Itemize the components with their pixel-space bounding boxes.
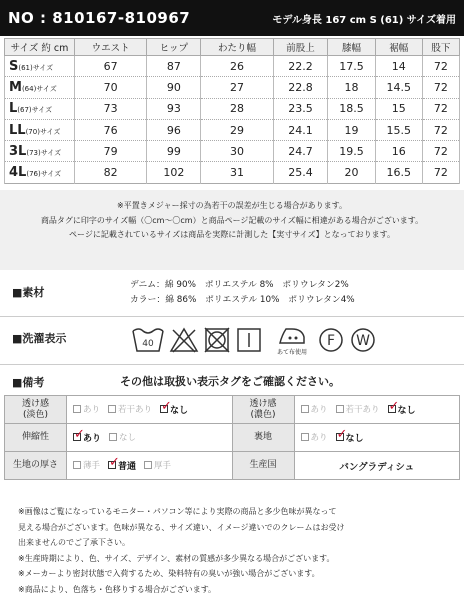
material-label: ■素材 — [12, 286, 45, 299]
transparency-light-label: 透け感 (淡色) — [5, 396, 67, 424]
size-name: 4L(76)サイズ — [5, 162, 75, 183]
product-number: NO : 810167-810967 — [8, 9, 191, 27]
size-name: LL(70)サイズ — [5, 119, 75, 140]
dry-f-letter: F — [326, 333, 336, 349]
divider — [0, 316, 464, 317]
size-cell: 72 — [422, 119, 459, 140]
checkbox-icon — [336, 405, 344, 413]
lining-options — [294, 424, 460, 452]
note-line: ※平置きメジャー採寸の為若干の誤差が生じる場合があります。 — [117, 201, 347, 210]
size-cell: 22.2 — [273, 56, 328, 77]
wet-w-letter: W — [356, 333, 370, 349]
size-cell: 26 — [201, 56, 273, 77]
col-inseam: 股下 — [422, 39, 459, 56]
col-waist: ウエスト — [75, 39, 147, 56]
size-table-corner: サイズ 約 cm — [5, 39, 75, 56]
col-thigh: わたり幅 — [201, 39, 273, 56]
checkbox-icon — [301, 433, 309, 441]
table-row — [5, 141, 460, 162]
size-cell: 72 — [422, 56, 459, 77]
wash-temp: 40 — [142, 339, 154, 349]
footer-line: ※商品により、色落ち・色移りする場合がございます。 — [18, 584, 217, 594]
size-cell: 20 — [328, 162, 375, 183]
col-hem: 裾幅 — [375, 39, 422, 56]
check-icon: ✓ — [109, 455, 120, 471]
size-cell: 15 — [375, 98, 422, 119]
dry-clean-f-icon — [316, 322, 346, 358]
size-cell: 14 — [375, 56, 422, 77]
option-lining-0: あり — [301, 431, 328, 443]
footer-line: 見える場合がございます。色味が異なる、サイズ違い、イメージ違いでのクレームはお受け — [18, 522, 345, 532]
col-front-rise: 前股上 — [273, 39, 328, 56]
iron-caption: あて布使用 — [276, 348, 307, 356]
size-cell: 22.8 — [273, 77, 328, 98]
remarks-text: その他は取扱い表示タグをご確認ください。 — [120, 375, 340, 388]
size-cell: 23.5 — [273, 98, 328, 119]
size-name: S(61)サイズ — [5, 56, 75, 77]
table-row — [5, 162, 460, 183]
checkbox-icon — [144, 461, 152, 469]
thickness-label: 生地の厚さ — [5, 452, 67, 480]
wash-40-icon — [130, 322, 166, 358]
checkbox-icon — [109, 433, 117, 441]
size-cell: 16.5 — [375, 162, 422, 183]
transparency-dark-label: 透け感 (濃色) — [232, 396, 294, 424]
material-composition — [130, 278, 355, 308]
measurement-notes — [0, 190, 464, 270]
checkbox-icon — [73, 427, 85, 443]
option-transparency_light-1: 若干あり — [108, 403, 152, 415]
stretch-label: 伸縮性 — [5, 424, 67, 452]
transparency-dark-options — [294, 396, 460, 424]
checkbox-icon — [73, 461, 81, 469]
size-cell: 15.5 — [375, 119, 422, 140]
header-bar — [0, 0, 464, 36]
checkbox-icon — [73, 405, 81, 413]
no-bleach-icon — [168, 322, 200, 358]
size-cell: 16 — [375, 141, 422, 162]
iron-icon — [272, 322, 312, 358]
option-stretch-1: なし — [109, 431, 136, 443]
note-line: 商品タグに印字のサイズ幅（〇cm〜〇cm）と商品ページ記載のサイズ幅に相違がある場合がございます。 — [40, 215, 424, 225]
size-cell: 24.7 — [273, 141, 328, 162]
size-cell: 72 — [422, 77, 459, 98]
table-row — [5, 77, 460, 98]
size-cell: 87 — [147, 56, 201, 77]
material-line: デニム：綿 90% ポリエステル 8% ポリウレタン2% — [130, 280, 349, 290]
divider — [0, 364, 464, 365]
size-cell: 31 — [201, 162, 273, 183]
size-cell: 96 — [147, 119, 201, 140]
origin-label: 生産国 — [232, 452, 294, 480]
checkbox-icon — [301, 405, 309, 413]
wet-clean-w-icon — [348, 322, 378, 358]
checkbox-icon — [336, 427, 348, 443]
option-transparency_dark-0: あり — [301, 403, 328, 415]
model-info: モデル身長 167 cm S (61) サイズ着用 — [272, 14, 456, 26]
size-cell: 73 — [75, 98, 147, 119]
size-cell: 72 — [422, 98, 459, 119]
check-icon: ✓ — [74, 427, 85, 443]
size-cell: 70 — [75, 77, 147, 98]
checkbox-icon — [108, 405, 116, 413]
table-row — [5, 98, 460, 119]
footer-line: 出来ませんのでご了承下さい。 — [18, 538, 130, 547]
checkbox-icon — [160, 399, 172, 415]
footer-notes — [18, 504, 458, 597]
check-icon: ✓ — [388, 399, 400, 415]
option-transparency_dark-2: ✓ なし — [388, 399, 416, 416]
size-cell: 17.5 — [328, 56, 375, 77]
option-stretch-0: ✓ あり — [74, 427, 102, 444]
transparency-light-options — [67, 396, 233, 424]
size-table-header — [5, 39, 460, 56]
size-cell: 99 — [147, 141, 201, 162]
size-cell: 67 — [75, 56, 147, 77]
option-thickness-1: ✓ 普通 — [109, 455, 137, 472]
table-row — [5, 56, 460, 77]
size-cell: 90 — [147, 77, 201, 98]
option-transparency_dark-1: 若干あり — [336, 403, 380, 415]
size-cell: 18 — [328, 77, 375, 98]
table-row — [5, 119, 460, 140]
option-lining-1: ✓ なし — [336, 427, 364, 444]
size-cell: 19.5 — [328, 141, 375, 162]
option-transparency_light-0: あり — [73, 403, 100, 415]
size-cell: 14.5 — [375, 77, 422, 98]
remarks-label: ■備考 — [12, 376, 45, 389]
size-cell: 19 — [328, 119, 375, 140]
size-cell: 24.1 — [273, 119, 328, 140]
check-icon: ✓ — [161, 399, 172, 415]
size-cell: 82 — [75, 162, 147, 183]
option-transparency_light-2: ✓ なし — [161, 399, 189, 416]
size-cell: 72 — [422, 162, 459, 183]
size-cell: 93 — [147, 98, 201, 119]
line-dry-icon — [234, 322, 264, 358]
attribute-table — [4, 395, 460, 480]
option-thickness-0: 薄手 — [73, 459, 100, 471]
option-thickness-2: 厚手 — [144, 459, 171, 471]
material-line: カラー：綿 86% ポリエステル 10% ポリウレタン4% — [130, 295, 355, 305]
size-cell: 30 — [201, 141, 273, 162]
checkbox-icon — [388, 399, 400, 415]
size-name: 3L(73)サイズ — [5, 141, 75, 162]
size-cell: 18.5 — [328, 98, 375, 119]
thickness-options — [67, 452, 233, 480]
size-cell: 28 — [201, 98, 273, 119]
size-name: L(67)サイズ — [5, 98, 75, 119]
col-knee: 膝幅 — [328, 39, 375, 56]
size-cell: 25.4 — [273, 162, 328, 183]
footer-line: ※生産時期により、色、サイズ、デザイン、素材の質感が多少異なる場合がございます。 — [18, 553, 335, 563]
care-label: ■洗濯表示 — [12, 332, 67, 345]
footer-line: ※画像はご覧になっているモニター・パソコン等により実際の商品と多少色味が異なって — [18, 507, 337, 516]
lining-label: 裏地 — [232, 424, 294, 452]
no-tumble-dry-icon — [202, 322, 232, 358]
size-cell: 27 — [201, 77, 273, 98]
size-cell: 102 — [147, 162, 201, 183]
checkbox-icon — [108, 455, 120, 471]
footer-line: ※メーカーより密封状態で入荷するため、染料特有の臭いが強い場合がございます。 — [18, 569, 320, 578]
size-name: M(64)サイズ — [5, 77, 75, 98]
size-cell: 29 — [201, 119, 273, 140]
size-cell: 79 — [75, 141, 147, 162]
size-cell: 76 — [75, 119, 147, 140]
size-table — [4, 38, 460, 184]
origin-value: バングラディシュ — [294, 452, 460, 480]
size-cell: 72 — [422, 141, 459, 162]
stretch-options — [67, 424, 233, 452]
check-icon: ✓ — [336, 427, 348, 443]
col-hip: ヒップ — [147, 39, 201, 56]
note-line: ページに記載されているサイズは商品を実際に計測した【実寸サイズ】となっております。 — [69, 230, 395, 239]
